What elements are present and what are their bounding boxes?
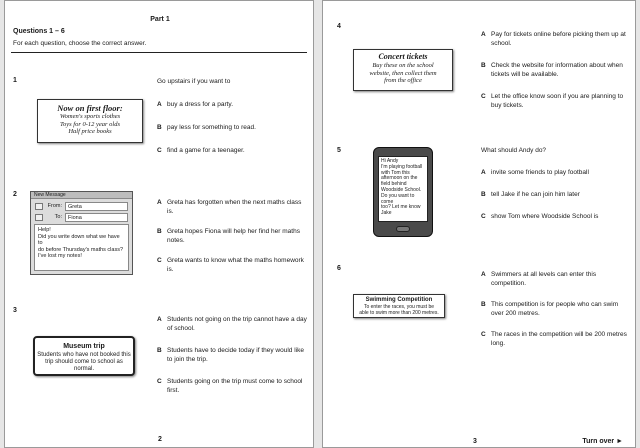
phone-screen	[378, 156, 428, 222]
text-message-line: afternoon on the	[381, 175, 418, 182]
answer-option-4c[interactable]: C Let the office know soon if you are planning to buy tickets.	[481, 93, 624, 109]
answer-option-1a[interactable]: A buy a dress for a party.	[157, 101, 233, 108]
museum-trip-notice	[33, 336, 135, 376]
text-message-line: Jake	[381, 210, 392, 217]
email-body-line: I've lost my notes!	[38, 253, 82, 259]
sign-line: To enter the races, you must be	[363, 304, 435, 310]
email-to-row	[35, 213, 128, 222]
sign-title: Now on first floor:	[57, 103, 123, 113]
answer-option-1b[interactable]: B pay less for something to read.	[157, 124, 256, 131]
part-title: Part 1	[150, 16, 170, 23]
text-message-line: I'm playing football	[381, 163, 423, 170]
question-1-prompt: Go upstairs if you want to	[157, 78, 231, 85]
to-field: Fiona	[65, 213, 128, 222]
email-body	[34, 224, 129, 271]
from-field: Greta	[65, 202, 128, 211]
page-number-right: 3	[473, 438, 477, 445]
from-field-icon	[35, 203, 43, 210]
question-number-5: 5	[337, 147, 341, 154]
questions-range: Questions 1 – 6	[13, 28, 65, 35]
sign-title: Concert tickets	[378, 52, 428, 61]
text-message-line: Do you want to come	[381, 192, 415, 205]
question-number-4: 4	[337, 23, 341, 30]
email-from-row	[35, 202, 128, 211]
answer-option-6a[interactable]: A Swimmers at all levels can enter this competition.	[481, 271, 597, 287]
question-number-2: 2	[13, 191, 17, 198]
answer-option-3c[interactable]: C Students going on the trip must come to school first.	[157, 378, 303, 394]
mobile-phone	[373, 147, 433, 237]
question-5-prompt: What should Andy do?	[481, 147, 547, 154]
question-number-6: 6	[337, 265, 341, 272]
text-message-line: field behind	[381, 181, 407, 188]
to-label: To:	[54, 214, 62, 220]
sign-line: from the office	[384, 77, 422, 84]
text-message-line: Woodside School.	[381, 186, 422, 193]
email-body-line: do before Thursday's maths class?	[38, 246, 124, 253]
email-body-line: Help!	[38, 227, 51, 233]
answer-option-5c[interactable]: C show Tom where Woodside School is	[481, 213, 599, 220]
answer-option-2c[interactable]: C Greta wants to know what the maths homework is.	[157, 257, 304, 273]
answer-option-3a[interactable]: A Students not going on the trip cannot have a day of school.	[157, 316, 307, 332]
sign-line: able to swim more than 200 metres.	[359, 310, 439, 316]
sign-title: Museum trip	[63, 343, 105, 350]
answer-option-2a[interactable]: A Greta has forgotten when the next maths class is.	[157, 199, 302, 215]
header-divider	[11, 52, 307, 53]
instruction-text: For each question, choose the correct answer.	[13, 40, 147, 47]
question-number-3: 3	[13, 307, 17, 314]
answer-option-5a[interactable]: A invite some friends to play football	[481, 169, 589, 176]
sign-line: Students who have not booked this	[37, 352, 131, 358]
answer-option-6c[interactable]: C The races in the competition will be 200 metres long.	[481, 331, 627, 347]
sign-line: Women's sports clothes	[59, 113, 121, 120]
from-label: From:	[47, 203, 62, 209]
to-field-icon	[35, 214, 43, 221]
answer-option-4b[interactable]: B Check the website for information about when tickets will be available.	[481, 62, 623, 78]
email-window-title: New Message	[31, 192, 132, 199]
text-message-line: Hi Andy	[381, 158, 399, 164]
sign-line: normal.	[73, 366, 94, 372]
sign-line: Half price books	[68, 128, 112, 135]
answer-option-5b[interactable]: B tell Jake if he can join him later	[481, 191, 580, 198]
email-body-line: Did you write down what we have to	[38, 233, 120, 246]
answer-option-2b[interactable]: B Greta hopes Fiona will help her find her maths notes.	[157, 228, 300, 244]
answer-option-1c[interactable]: C find a game for a teenager.	[157, 147, 245, 154]
answer-option-4a[interactable]: A Pay for tickets online before picking them up at school.	[481, 31, 626, 47]
text-message-line: with Tom this	[381, 169, 410, 176]
sign-line: Buy these on the school	[372, 62, 434, 69]
shop-notice-sign	[37, 99, 143, 143]
page-number-left: 2	[158, 436, 162, 443]
sign-line: trip should come to school as	[45, 359, 123, 365]
exam-page-left	[4, 0, 314, 448]
answer-option-3b[interactable]: B Students have to decide today if they would like to join the trip.	[157, 347, 304, 363]
sign-title: Swimming Competition	[365, 297, 433, 303]
phone-home-button	[396, 226, 410, 232]
exam-page-right	[322, 0, 636, 448]
question-number-1: 1	[13, 77, 17, 84]
email-message-window	[30, 191, 133, 275]
sign-line: website, then collect them	[369, 69, 437, 77]
concert-tickets-sign	[353, 49, 453, 91]
turn-over-label: Turn over ►	[582, 438, 623, 445]
swimming-competition-sign	[353, 294, 445, 318]
answer-option-6b[interactable]: B This competition is for people who can swim over 200 metres.	[481, 301, 619, 317]
text-message-line: too? Let me know	[381, 204, 421, 211]
sign-line: Toys for 0-12 year olds	[59, 120, 121, 128]
